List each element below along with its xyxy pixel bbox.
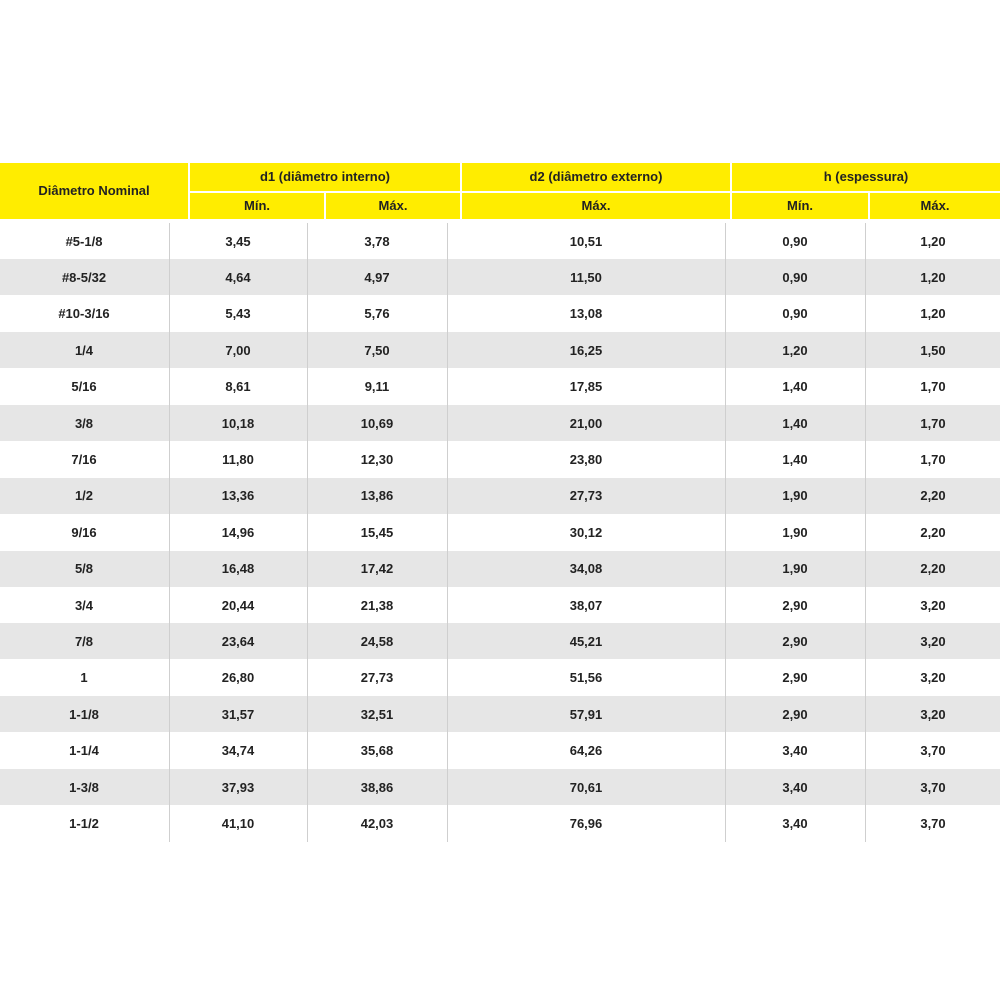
cell-h-max: 3,70 — [920, 815, 946, 831]
cell-d2-max: 38,07 — [569, 597, 603, 613]
cell-d1-min: 41,10 — [221, 815, 255, 831]
table-row — [0, 660, 1000, 696]
cell-d2-max: 51,56 — [569, 670, 603, 686]
table-row — [0, 405, 1000, 441]
cell-h-max: 1,70 — [920, 451, 946, 467]
cell-d1-max: 17,42 — [360, 561, 394, 577]
cell-h-min: 2,90 — [782, 597, 808, 613]
cell-h-min: 1,40 — [782, 379, 808, 395]
cell-d1-max: 21,38 — [360, 597, 394, 613]
column-divider — [307, 223, 308, 842]
cell-nominal: 7/16 — [71, 451, 97, 467]
table-row — [0, 623, 1000, 659]
cell-d2-max: 30,12 — [569, 524, 603, 540]
cell-d1-min: 11,80 — [222, 451, 254, 467]
cell-h-max: 2,20 — [920, 524, 946, 540]
cell-h-max: 2,20 — [920, 561, 946, 577]
table-row — [0, 259, 1000, 295]
cell-h-max: 3,70 — [920, 743, 946, 759]
cell-nominal: #5-1/8 — [65, 233, 103, 249]
cell-d2-max: 10,51 — [569, 233, 603, 249]
cell-h-min: 0,90 — [782, 306, 808, 322]
cell-d1-min: 4,64 — [225, 269, 251, 285]
cell-nominal: 7/8 — [74, 633, 94, 649]
table-row — [0, 296, 1000, 332]
cell-nominal: 1/4 — [74, 342, 94, 358]
header-h-max: Máx. — [870, 193, 1000, 219]
header-d2-max: Máx. — [462, 193, 730, 219]
cell-nominal: 5/8 — [74, 561, 94, 577]
cell-d1-max: 38,86 — [360, 779, 394, 795]
cell-h-min: 2,90 — [782, 706, 808, 722]
header-nominal: Diâmetro Nominal — [0, 163, 188, 219]
cell-d1-min: 26,80 — [221, 670, 255, 686]
column-divider — [865, 223, 866, 842]
cell-d2-max: 23,80 — [569, 451, 603, 467]
cell-nominal: 1-3/8 — [69, 779, 99, 795]
cell-d1-min: 31,57 — [221, 706, 255, 722]
table-row — [0, 551, 1000, 587]
header-h: h (espessura) — [732, 163, 1000, 191]
table-row — [0, 441, 1000, 477]
cell-h-max: 3,20 — [920, 597, 946, 613]
cell-h-min: 1,20 — [782, 342, 808, 358]
cell-d1-max: 42,03 — [360, 815, 394, 831]
cell-d1-max: 32,51 — [360, 706, 394, 722]
header-d1: d1 (diâmetro interno) — [190, 163, 460, 191]
cell-nominal: 3/8 — [74, 415, 94, 431]
cell-h-max: 1,70 — [920, 379, 946, 395]
cell-d1-min: 20,44 — [221, 597, 255, 613]
table-row — [0, 478, 1000, 514]
cell-h-max: 1,70 — [920, 415, 946, 431]
header-d2: d2 (diâmetro externo) — [462, 163, 730, 191]
cell-d1-min: 7,00 — [225, 342, 251, 358]
cell-d1-min: 16,48 — [221, 561, 255, 577]
header-d1-max: Máx. — [326, 193, 460, 219]
cell-d1-min: 8,61 — [225, 379, 251, 395]
cell-h-min: 1,40 — [782, 415, 808, 431]
cell-d2-max: 34,08 — [569, 561, 603, 577]
cell-h-min: 1,90 — [782, 561, 808, 577]
table-row — [0, 223, 1000, 259]
cell-h-min: 3,40 — [782, 815, 808, 831]
cell-d2-max: 16,25 — [569, 342, 603, 358]
cell-nominal: 9/16 — [71, 524, 97, 540]
cell-h-max: 3,20 — [920, 706, 946, 722]
cell-nominal: #8-5/32 — [61, 269, 107, 285]
cell-d1-min: 3,45 — [225, 233, 251, 249]
cell-d1-min: 14,96 — [221, 524, 255, 540]
cell-h-min: 1,40 — [782, 451, 808, 467]
cell-d1-max: 3,78 — [364, 233, 390, 249]
cell-h-max: 1,20 — [920, 233, 946, 249]
cell-d1-min: 23,64 — [221, 633, 255, 649]
table-row — [0, 332, 1000, 368]
cell-h-min: 1,90 — [782, 524, 808, 540]
cell-d2-max: 57,91 — [569, 706, 603, 722]
cell-h-min: 0,90 — [782, 233, 808, 249]
cell-d1-max: 35,68 — [360, 743, 394, 759]
cell-d2-max: 17,85 — [569, 379, 603, 395]
table-row — [0, 514, 1000, 550]
cell-d1-min: 37,93 — [221, 779, 255, 795]
table-row — [0, 805, 1000, 841]
cell-d1-max: 24,58 — [360, 633, 394, 649]
cell-d2-max: 21,00 — [569, 415, 603, 431]
cell-d2-max: 76,96 — [569, 815, 603, 831]
cell-d2-max: 27,73 — [569, 488, 603, 504]
cell-h-max: 3,70 — [920, 779, 946, 795]
cell-d2-max: 13,08 — [569, 306, 603, 322]
table-row — [0, 733, 1000, 769]
cell-nominal: 1/2 — [74, 488, 94, 504]
cell-d1-max: 10,69 — [360, 415, 394, 431]
column-divider — [169, 223, 170, 842]
header-h-min: Mín. — [732, 193, 868, 219]
cell-d1-min: 34,74 — [221, 743, 255, 759]
cell-nominal: 1-1/2 — [69, 815, 99, 831]
cell-nominal: 1 — [80, 670, 88, 686]
cell-h-max: 1,20 — [920, 306, 946, 322]
table-row — [0, 369, 1000, 405]
cell-h-min: 3,40 — [782, 779, 808, 795]
cell-nominal: 5/16 — [71, 379, 97, 395]
cell-d1-max: 9,11 — [364, 379, 390, 395]
cell-nominal: 3/4 — [74, 597, 94, 613]
cell-nominal: 1-1/4 — [69, 743, 99, 759]
cell-d2-max: 45,21 — [569, 633, 603, 649]
table-row — [0, 769, 1000, 805]
cell-nominal: #10-3/16 — [58, 306, 110, 322]
cell-h-min: 0,90 — [782, 269, 808, 285]
cell-h-max: 3,20 — [920, 670, 946, 686]
cell-d2-max: 70,61 — [569, 779, 603, 795]
cell-d1-max: 15,45 — [360, 524, 394, 540]
cell-h-max: 1,50 — [920, 342, 946, 358]
cell-d1-max: 5,76 — [364, 306, 390, 322]
column-divider — [447, 223, 448, 842]
cell-d1-max: 7,50 — [364, 342, 390, 358]
cell-d1-max: 4,97 — [364, 269, 390, 285]
cell-h-max: 3,20 — [920, 633, 946, 649]
cell-h-min: 3,40 — [782, 743, 808, 759]
cell-h-max: 2,20 — [920, 488, 946, 504]
cell-nominal: 1-1/8 — [69, 706, 99, 722]
cell-d1-min: 13,36 — [221, 488, 255, 504]
cell-d1-max: 12,30 — [360, 451, 394, 467]
cell-d1-max: 27,73 — [360, 670, 394, 686]
cell-h-max: 1,20 — [920, 269, 946, 285]
cell-d1-min: 5,43 — [225, 306, 251, 322]
cell-h-min: 1,90 — [782, 488, 808, 504]
cell-d2-max: 64,26 — [569, 743, 603, 759]
cell-h-min: 2,90 — [782, 670, 808, 686]
table-row — [0, 696, 1000, 732]
header-d1-min: Mín. — [190, 193, 324, 219]
cell-d2-max: 11,50 — [570, 269, 602, 285]
cell-d1-max: 13,86 — [360, 488, 394, 504]
column-divider — [725, 223, 726, 842]
cell-h-min: 2,90 — [782, 633, 808, 649]
table-row — [0, 587, 1000, 623]
cell-d1-min: 10,18 — [221, 415, 255, 431]
